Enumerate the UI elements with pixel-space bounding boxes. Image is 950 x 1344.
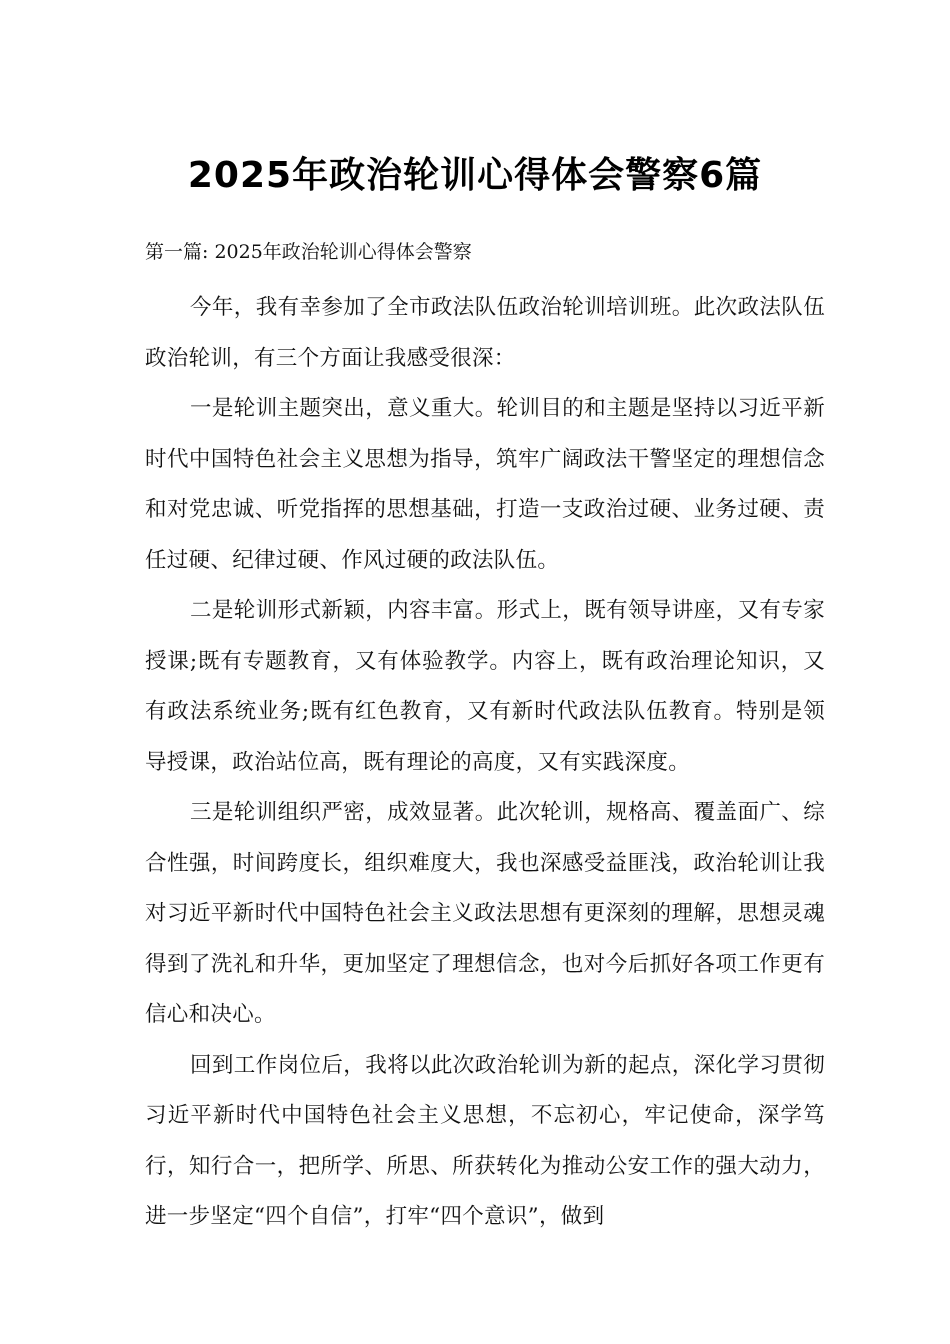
section-heading: 第一篇: 2025年政治轮训心得体会警察 [145, 241, 472, 263]
paragraph-4: 三是轮训组织严密，成效显著。此次轮训，规格高、覆盖面广、综合性强，时间跨度长，组织难度大，我也深感受益匪浅，政治轮训让我对习近平新时代中国特色社会主义政法思想有更深刻的理解，思想灵魂得到了洗礼和升华，更加坚定了理想信念，也对今后抓好各项工作更有信心和决心。 [145, 800, 825, 1027]
paragraph-2: 一是轮训主题突出，意义重大。轮训目的和主题是坚持以习近平新时代中国特色社会主义思想为指导，筑牢广阔政法干警坚定的理想信念和对党忠诚、听党指挥的思想基础，打造一支政治过硬、业务过硬、责任过硬、纪律过硬、作风过硬的政法队伍。 [145, 396, 825, 573]
document-title: 2025年政治轮训心得体会警察6篇 [187, 155, 763, 197]
document-body [145, 283, 825, 1243]
paragraph-1: 今年，我有幸参加了全市政法队伍政治轮训培训班。此次政法队伍政治轮训，有三个方面让我感受很深： [145, 295, 825, 371]
paragraph-3: 二是轮训形式新颖，内容丰富。形式上，既有领导讲座，又有专家授课;既有专题教育，又有体验教学。内容上，既有政治理论知识，又有政法系统业务;既有红色教育，又有新时代政法队伍教育。特别是领导授课，政治站位高，既有理论的高度，又有实践深度。 [145, 598, 825, 775]
paragraph-5: 回到工作岗位后，我将以此次政治轮训为新的起点，深化学习贯彻习近平新时代中国特色社会主义思想，不忘初心，牢记使命，深学笃行，知行合一，把所学、所思、所获转化为推动公安工作的强大动力，进一步坚定“四个自信”，打牢“四个意识”，做到 [145, 1052, 825, 1229]
